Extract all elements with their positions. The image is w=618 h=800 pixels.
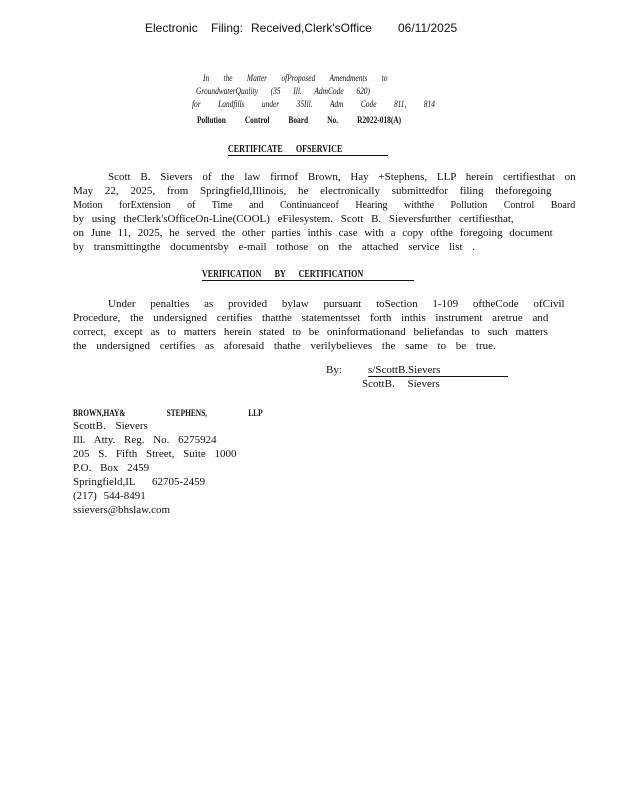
- certificate-line-2: May 22, 2025, from Springfield,Illinois, he electronically submittedfor filing theforegoing: [73, 185, 552, 197]
- filing-header-electronic: Electronic: [145, 21, 198, 35]
- signature-line: s/ScottB.Sievers: [368, 364, 508, 377]
- caption-line-1: In the Matter ofProposed Amendments to: [203, 74, 388, 84]
- firm-street: 205 S. Fifth Street, Suite 1000: [73, 448, 237, 460]
- certificate-line-1: Scott B. Sievers of the law firmof Brown, Hay +Stephens, LLP herein certifiesthat on: [108, 171, 576, 183]
- caption-line-2: GroundwaterQuality (35 Ill. AdmCode 620): [196, 87, 370, 97]
- verification-line-1: Under penalties as provided bylaw pursuant toSection 1-109 oftheCode ofCivil: [108, 298, 565, 310]
- certificate-line-4: by using theClerk'sOfficeOn-Line(COOL) eFilesystem. Scott B. Sieversfurther certifiesthat,: [73, 213, 514, 225]
- caption-line-3: for Landfills under 35Ill. Adm Code 811, 814: [192, 100, 435, 110]
- signature-by-label: By:: [326, 364, 342, 376]
- certificate-line-6: by transmittingthe documentsby e-mail tothose on the attached service list .: [73, 241, 476, 253]
- firm-po-box: P.O. Box 2459: [73, 462, 150, 474]
- verification-title: VERIFICATION BY CERTIFICATION: [202, 269, 414, 281]
- verification-line-3: correct, except as to matters herein stated to be oninformationand beliefandas to such matters: [73, 326, 548, 338]
- firm-email-link[interactable]: ssievers@bhslaw.com: [73, 504, 171, 516]
- firm-registration: Ill. Atty. Reg. No. 6275924: [73, 434, 217, 446]
- filing-header-date: 06/11/2025: [398, 21, 458, 35]
- firm-name: BROWN,HAY& STEPHENS, LLP: [73, 408, 263, 418]
- verification-line-2: Procedure, the undersigned certifies thatthe statementsset forth inthis instrument aretrue and: [73, 312, 549, 324]
- certificate-title: CERTIFICATE OFSERVICE: [228, 144, 388, 156]
- certificate-line-5: on June 11, 2025, he served the other parties inthis case with a copy ofthe foregoing document: [73, 227, 553, 239]
- firm-phone: (217) 544-8491: [73, 490, 146, 502]
- firm-attorney-name: ScottB. Sievers: [73, 420, 148, 432]
- certificate-line-3: Motion forExtension of Time and Continuanceof Hearing withthe Pollution Control Board: [73, 200, 576, 211]
- verification-line-4: the undersigned certifies as aforesaid thathe verilybelieves the same to be true.: [73, 340, 496, 352]
- filing-header-received: Received,Clerk'sOffice: [251, 21, 372, 35]
- firm-city: Springfield,IL 62705-2459: [73, 476, 206, 488]
- signature-name: ScottB. Sievers: [362, 378, 440, 390]
- caption-line-4: Pollution Control Board No. R2022-018(A): [197, 116, 402, 126]
- filing-header-filing: Filing:: [211, 21, 244, 35]
